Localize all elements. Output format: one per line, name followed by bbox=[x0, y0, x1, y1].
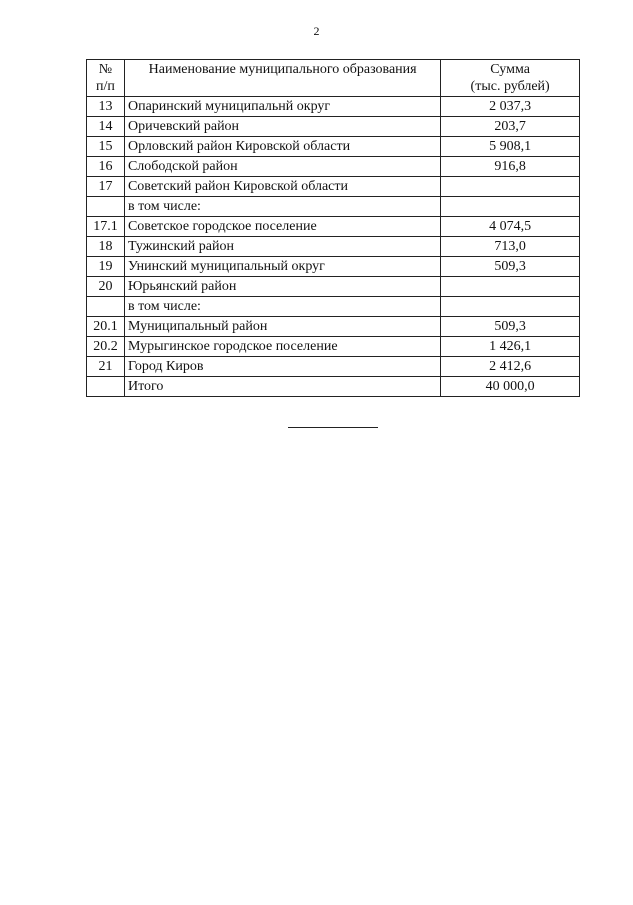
row-number: 20 bbox=[87, 277, 125, 297]
header-sum-unit: (тыс. рублей) bbox=[470, 79, 550, 94]
total-row bbox=[87, 377, 580, 397]
row-sum: 509,3 bbox=[441, 317, 580, 337]
row-sum bbox=[441, 197, 580, 217]
row-name: Юрьянский район bbox=[124, 277, 440, 297]
row-name: в том числе: bbox=[124, 297, 440, 317]
row-name: в том числе: bbox=[124, 197, 440, 217]
header-name: Наименование муниципального образования bbox=[124, 60, 440, 97]
page-number: 2 bbox=[313, 24, 320, 38]
row-sum: 2 037,3 bbox=[441, 97, 580, 117]
row-name: Советское городское поселение bbox=[124, 217, 440, 237]
row-number: 20.1 bbox=[87, 317, 125, 337]
row-sum: 713,0 bbox=[441, 237, 580, 257]
table-row bbox=[87, 177, 580, 197]
row-name: Оричевский район bbox=[124, 117, 440, 137]
table-row bbox=[87, 317, 580, 337]
row-number bbox=[87, 377, 125, 397]
row-sum: 203,7 bbox=[441, 117, 580, 137]
row-sum: 1 426,1 bbox=[441, 337, 580, 357]
header-number-symbol: № bbox=[98, 62, 113, 77]
row-sum bbox=[441, 277, 580, 297]
row-sum bbox=[441, 297, 580, 317]
total-label: Итого bbox=[124, 377, 440, 397]
row-number: 19 bbox=[87, 257, 125, 277]
row-name: Опаринский муниципальнй округ bbox=[124, 97, 440, 117]
row-sum: 4 074,5 bbox=[441, 217, 580, 237]
row-number: 15 bbox=[87, 137, 125, 157]
row-name: Тужинский район bbox=[124, 237, 440, 257]
header-sum-title: Сумма bbox=[490, 62, 530, 77]
table-row bbox=[87, 357, 580, 377]
row-number bbox=[87, 197, 125, 217]
row-sum: 2 412,6 bbox=[441, 357, 580, 377]
table-row bbox=[87, 237, 580, 257]
row-name: Унинский муниципальный округ bbox=[124, 257, 440, 277]
row-name: Город Киров bbox=[124, 357, 440, 377]
row-sum: 916,8 bbox=[441, 157, 580, 177]
end-divider-line bbox=[288, 427, 378, 428]
total-sum: 40 000,0 bbox=[441, 377, 580, 397]
row-number: 14 bbox=[87, 117, 125, 137]
row-sum bbox=[441, 177, 580, 197]
row-sum: 509,3 bbox=[441, 257, 580, 277]
allocation-table bbox=[86, 59, 580, 397]
table-header-row bbox=[87, 60, 580, 97]
header-number-abbr: п/п bbox=[96, 79, 115, 94]
table-row bbox=[87, 257, 580, 277]
row-name: Слободской район bbox=[124, 157, 440, 177]
row-name: Мурыгинское городское поселение bbox=[124, 337, 440, 357]
header-number bbox=[87, 60, 125, 97]
row-number: 17 bbox=[87, 177, 125, 197]
table-row bbox=[87, 277, 580, 297]
table-row bbox=[87, 137, 580, 157]
row-number: 21 bbox=[87, 357, 125, 377]
header-sum bbox=[441, 60, 580, 97]
row-number bbox=[87, 297, 125, 317]
table-row bbox=[87, 97, 580, 117]
table-row bbox=[87, 117, 580, 137]
row-number: 20.2 bbox=[87, 337, 125, 357]
row-number: 18 bbox=[87, 237, 125, 257]
row-number: 17.1 bbox=[87, 217, 125, 237]
row-sum: 5 908,1 bbox=[441, 137, 580, 157]
row-name: Муниципальный район bbox=[124, 317, 440, 337]
row-number: 13 bbox=[87, 97, 125, 117]
table-row bbox=[87, 337, 580, 357]
table-row bbox=[87, 157, 580, 177]
row-name: Орловский район Кировской области bbox=[124, 137, 440, 157]
table-row bbox=[87, 217, 580, 237]
table-row bbox=[87, 297, 580, 317]
table-row bbox=[87, 197, 580, 217]
row-name: Советский район Кировской области bbox=[124, 177, 440, 197]
row-number: 16 bbox=[87, 157, 125, 177]
